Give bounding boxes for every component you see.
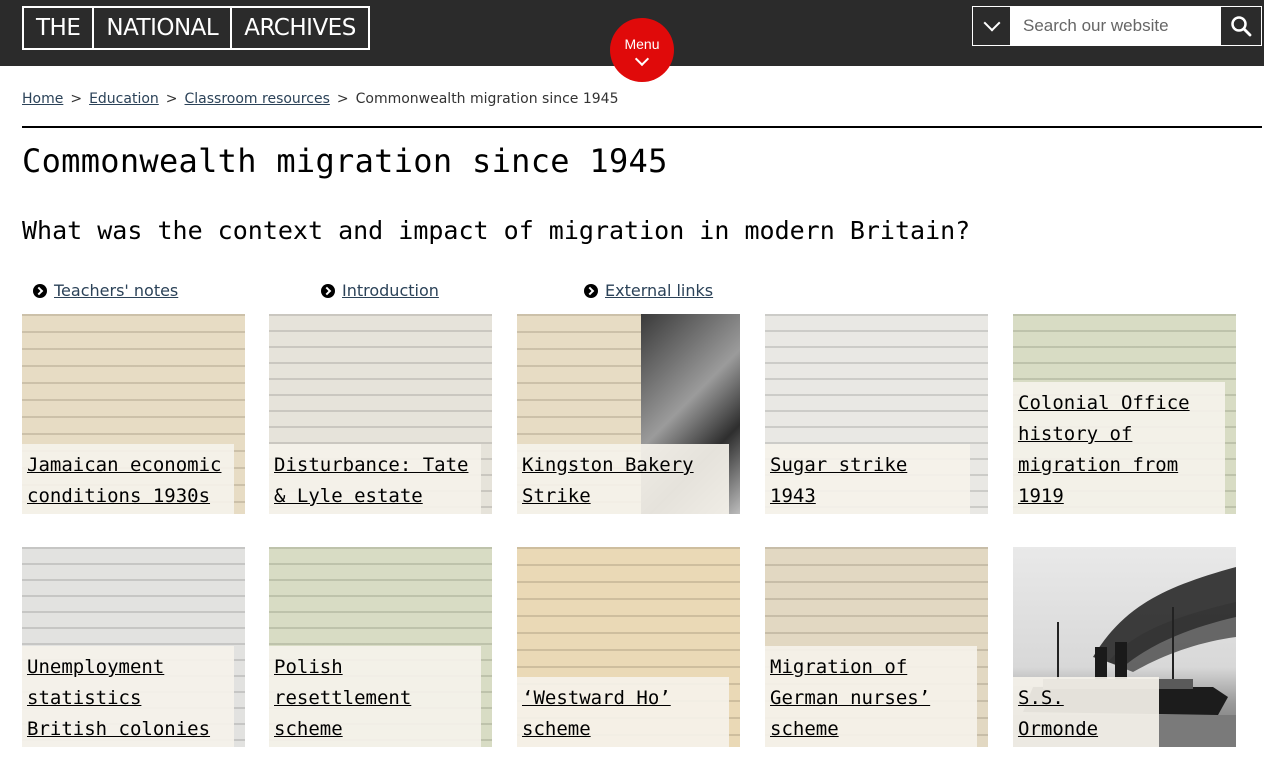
resource-card[interactable]	[22, 547, 245, 747]
card-link[interactable]: Jamaican economic conditions 1930s	[27, 454, 222, 507]
site-logo[interactable]	[22, 6, 370, 50]
quick-link-label[interactable]: Introduction	[342, 281, 439, 300]
menu-label: Menu	[624, 36, 660, 52]
card-link[interactable]: Kingston Bakery Strike	[522, 454, 694, 507]
breadcrumb-education[interactable]: Education	[89, 91, 159, 107]
card-label	[1013, 382, 1225, 514]
breadcrumb	[22, 91, 618, 107]
quick-link-introduction	[321, 281, 439, 300]
resource-card[interactable]	[22, 314, 245, 514]
resource-card[interactable]	[765, 314, 988, 514]
search-button[interactable]	[1221, 7, 1261, 45]
chevron-down-icon	[983, 15, 1000, 32]
breadcrumb-separator: >	[336, 91, 349, 107]
breadcrumb-current: Commonwealth migration since 1945	[355, 91, 619, 107]
search-bar	[972, 6, 1262, 46]
divider	[22, 126, 1262, 128]
menu-button[interactable]	[610, 18, 674, 82]
resource-card[interactable]	[517, 547, 740, 747]
card-label	[765, 646, 977, 747]
card-label	[1013, 677, 1159, 747]
chevron-down-icon	[635, 52, 649, 66]
breadcrumb-home[interactable]: Home	[22, 91, 64, 107]
card-label	[517, 677, 729, 747]
card-link[interactable]: S.S. Ormonde	[1018, 687, 1099, 740]
arrow-circle-icon	[33, 284, 47, 298]
arrow-circle-icon	[321, 284, 335, 298]
resource-card[interactable]	[269, 547, 492, 747]
card-label	[517, 444, 729, 514]
breadcrumb-classroom-resources[interactable]: Classroom resources	[184, 91, 330, 107]
card-link[interactable]: Disturbance: Tate & Lyle estate	[274, 454, 469, 507]
quick-link-teachers-notes	[33, 281, 178, 300]
logo-word: THE	[36, 15, 81, 41]
quick-link-external-links	[584, 281, 713, 300]
quick-link-label[interactable]: Teachers' notes	[54, 281, 179, 300]
card-label	[765, 444, 970, 514]
arrow-circle-icon	[584, 284, 598, 298]
logo-word: ARCHIVES	[230, 8, 368, 48]
breadcrumb-separator: >	[165, 91, 178, 107]
card-link[interactable]: ‘Westward Ho’ scheme	[522, 687, 671, 740]
card-link[interactable]: Unemployment statistics British colonies	[27, 656, 211, 740]
card-link[interactable]: Colonial Office history of migration from 1919	[1018, 392, 1190, 507]
card-link[interactable]: Migration of German nurses’ scheme	[770, 656, 931, 740]
card-link[interactable]: Sugar strike 1943	[770, 454, 908, 507]
resource-card[interactable]	[269, 314, 492, 514]
resource-card[interactable]	[1013, 314, 1236, 514]
quick-link-label[interactable]: External links	[605, 281, 714, 300]
card-label	[269, 646, 481, 747]
search-scope-dropdown[interactable]	[973, 7, 1011, 45]
search-input[interactable]	[1011, 7, 1221, 45]
card-label	[22, 444, 234, 514]
card-label	[22, 646, 234, 747]
resource-card[interactable]	[517, 314, 740, 514]
resource-card[interactable]	[1013, 547, 1236, 747]
page-subtitle: What was the context and impact of migration in modern Britain?	[22, 216, 971, 245]
card-label	[269, 444, 481, 514]
logo-word: NATIONAL	[92, 8, 230, 48]
search-icon	[1230, 15, 1252, 37]
card-link[interactable]: Polish resettlement scheme	[274, 656, 412, 740]
resource-card[interactable]	[765, 547, 988, 747]
page-title: Commonwealth migration since 1945	[22, 142, 668, 180]
breadcrumb-separator: >	[70, 91, 83, 107]
